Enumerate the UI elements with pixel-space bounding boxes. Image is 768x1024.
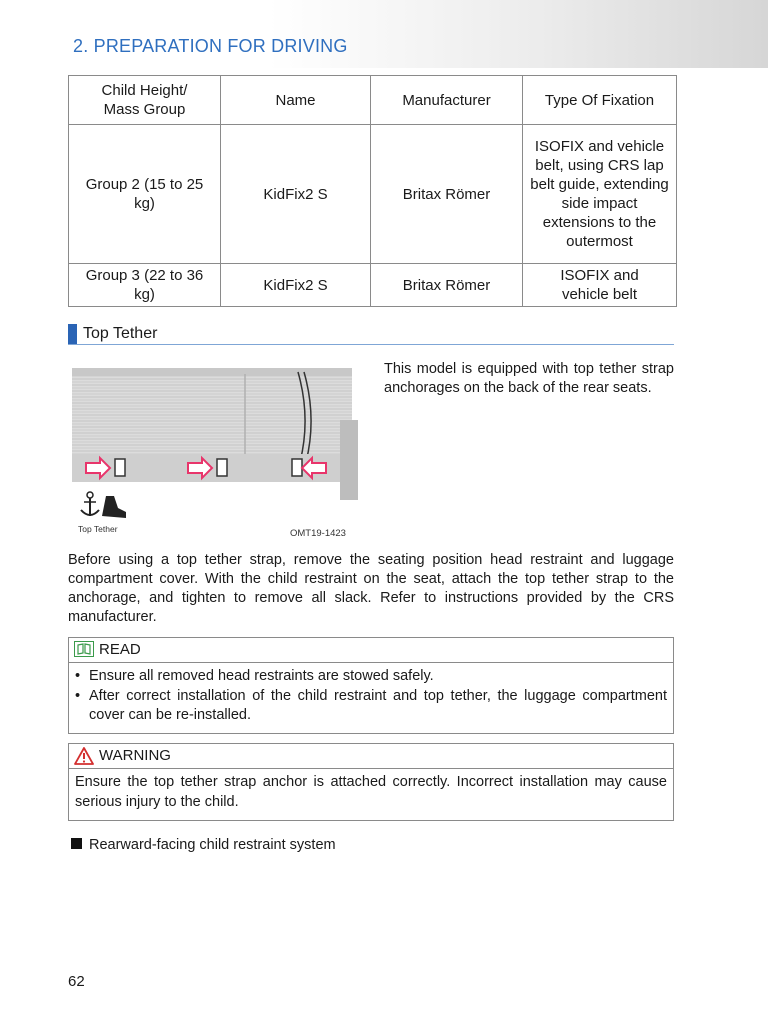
table-row: [69, 125, 677, 264]
table-cell: ISOFIX and vehicle belt, using CRS lap belt guide, extending side impact extensions to the outermost: [523, 125, 677, 264]
list-item: [75, 687, 667, 726]
table-cell: Britax Römer: [371, 125, 523, 264]
header-band: [0, 0, 768, 68]
top-tether-description: This model is equipped with top tether strap anchorages on the back of the rear seats.: [384, 361, 674, 396]
top-tether-illustration: [70, 360, 360, 538]
list-item-text: After correct installation of the child restraint and top tether, the luggage compartment cover can be re-installed.: [89, 687, 667, 723]
table-cell: ISOFIX and vehicle belt: [523, 264, 677, 307]
bullet-icon: •: [75, 687, 81, 704]
column-header: Type Of Fixation: [523, 76, 677, 125]
list-item: [75, 667, 667, 687]
page-number: 62: [68, 973, 85, 990]
warning-triangle-icon: [74, 747, 94, 773]
subsection-title: Top Tether: [83, 325, 158, 342]
read-box-header: [69, 638, 673, 663]
page-title: 2. PREPARATION FOR DRIVING: [73, 36, 348, 56]
table-cell: Group 3 (22 to 36 kg): [69, 264, 221, 307]
table-cell: KidFix2 S: [221, 125, 371, 264]
image-code: OMT19-1423: [290, 528, 346, 538]
warning-box: [68, 743, 674, 821]
next-section-heading: [71, 836, 336, 855]
bullet-icon: •: [75, 668, 81, 684]
table-cell: Britax Römer: [371, 264, 523, 307]
column-header: Name: [221, 76, 371, 125]
warning-box-header: [69, 744, 673, 769]
top-tether-heading: [68, 324, 674, 345]
warning-text: Ensure the top tether strap anchor is attached correctly. Incorrect installation may cause serious injury to the child.: [75, 774, 667, 810]
table-cell: Group 2 (15 to 25 kg): [69, 125, 221, 264]
read-box-title: READ: [99, 641, 141, 658]
heading-bar: [68, 324, 77, 344]
read-box: [68, 637, 674, 734]
column-header: Child Height/ Mass Group: [69, 76, 221, 125]
book-icon: [74, 641, 94, 665]
icon-caption: Top Tether: [78, 524, 118, 534]
warning-box-title: WARNING: [99, 747, 171, 764]
table-cell: KidFix2 S: [221, 264, 371, 307]
list-item-text: Ensure all removed head restraints are stowed safely.: [89, 668, 434, 684]
instructions-paragraph: Before using a top tether strap, remove the seating position head restraint and luggage compartment cover. With the child restraint on the seat, attach the top tether strap to the anchorage, and tighten to remove all slack. Refer to instructions provided by the CRS manufacturer.: [68, 552, 674, 625]
table-header-row: [69, 76, 677, 125]
square-bullet-icon: [71, 838, 82, 849]
column-header: Manufacturer: [371, 76, 523, 125]
next-section-label: Rearward-facing child restraint system: [89, 837, 336, 853]
table-row: [69, 264, 677, 307]
crs-table: [68, 75, 677, 307]
